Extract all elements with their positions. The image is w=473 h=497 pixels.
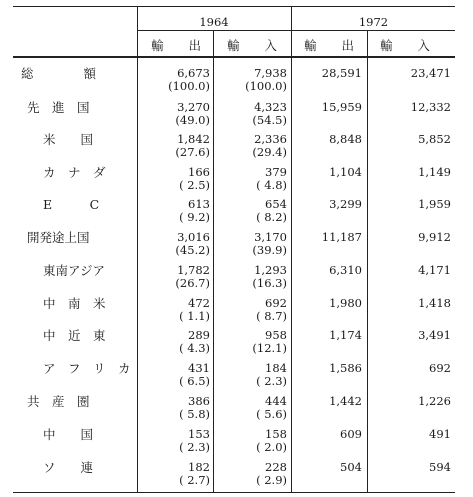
- import-1972-value: 692: [429, 361, 451, 375]
- import-1972-value: 1,149: [418, 165, 451, 179]
- row-label: 米 国: [43, 132, 94, 147]
- export-1964-share: ( 1.1): [179, 309, 210, 323]
- export-1964-share: ( 2.3): [179, 440, 210, 454]
- import-1964-value: 1,293: [254, 263, 287, 277]
- export-1964-share: ( 9.2): [179, 210, 210, 224]
- export-1972-value: 6,310: [329, 263, 362, 277]
- export-1964-share: (27.6): [175, 145, 210, 159]
- import-1972-value: 12,332: [410, 100, 451, 114]
- export-1964-share: (45.2): [175, 243, 210, 257]
- import-1964-value: 184: [265, 361, 287, 375]
- import-1964-share: (16.3): [252, 276, 287, 290]
- bottom-rule: [13, 492, 455, 493]
- export-1972-value: 3,299: [329, 197, 362, 211]
- col-divider-1964: [213, 31, 214, 493]
- import-1972-value: 594: [429, 460, 451, 474]
- import-1964-share: ( 8.7): [256, 309, 287, 323]
- import-1964-share: (39.9): [252, 243, 287, 257]
- export-1972-value: 1,586: [329, 361, 362, 375]
- year-1972-heading: 1972: [358, 15, 389, 29]
- export-heading-1964: 輸 出: [150, 38, 201, 53]
- import-1964-value: 958: [265, 328, 287, 342]
- import-heading-1964: 輸 入: [226, 38, 277, 53]
- import-1964-value: 2,336: [254, 132, 287, 146]
- export-1964-value: 3,270: [177, 100, 210, 114]
- export-1964-share: ( 2.7): [179, 473, 210, 487]
- export-heading-1972: 輸 出: [303, 38, 354, 53]
- export-1964-share: (26.7): [175, 276, 210, 290]
- import-1964-share: ( 5.6): [256, 407, 287, 421]
- import-1964-share: ( 2.0): [256, 440, 287, 454]
- row-label: 中 国: [43, 427, 94, 442]
- import-1964-value: 692: [265, 296, 287, 310]
- import-heading-1972: 輸 入: [379, 38, 430, 53]
- export-1964-value: 1,782: [177, 263, 210, 277]
- row-label: ソ 連: [43, 460, 94, 475]
- import-1964-share: ( 2.3): [256, 374, 287, 388]
- export-1964-value: 153: [188, 427, 210, 441]
- label-column-divider: [137, 6, 138, 493]
- import-1972-value: 9,912: [418, 230, 451, 244]
- export-1964-value: 289: [188, 328, 210, 342]
- import-1964-share: (54.5): [252, 113, 287, 127]
- import-1972-value: 23,471: [410, 66, 451, 80]
- import-1972-value: 5,852: [418, 132, 451, 146]
- export-1972-value: 1,174: [329, 328, 362, 342]
- year-1964-heading: 1964: [199, 15, 229, 29]
- top-rule: [13, 6, 455, 7]
- export-1972-value: 1,442: [329, 394, 362, 408]
- import-1972-value: 1,959: [418, 197, 451, 211]
- export-1972-value: 1,980: [329, 296, 362, 310]
- import-1964-value: 228: [265, 460, 287, 474]
- row-label: カ ナ ダ: [43, 165, 106, 180]
- import-1972-value: 1,418: [418, 296, 451, 310]
- export-1964-share: ( 5.8): [179, 407, 210, 421]
- export-1964-share: ( 4.3): [179, 341, 210, 355]
- row-label: E C: [43, 197, 100, 212]
- row-label: 総 額: [21, 66, 97, 81]
- import-1964-value: 7,938: [254, 66, 287, 80]
- export-1972-value: 609: [340, 427, 362, 441]
- import-1972-value: 3,491: [418, 328, 451, 342]
- export-1964-value: 613: [188, 197, 210, 211]
- export-1964-share: ( 6.5): [179, 374, 210, 388]
- export-1964-value: 1,842: [177, 132, 210, 146]
- col-divider-1972: [367, 31, 368, 493]
- import-1964-share: ( 2.9): [256, 473, 287, 487]
- import-1964-value: 3,170: [254, 230, 287, 244]
- export-1972-value: 11,187: [321, 230, 362, 244]
- import-1972-value: 4,171: [418, 263, 451, 277]
- import-1964-share: ( 8.2): [256, 210, 287, 224]
- import-1964-value: 379: [265, 165, 287, 179]
- export-1964-value: 166: [188, 165, 210, 179]
- year-divider: [137, 30, 455, 31]
- export-1972-value: 15,959: [321, 100, 362, 114]
- export-1964-value: 472: [188, 296, 210, 310]
- import-1964-value: 158: [265, 427, 287, 441]
- export-1972-value: 28,591: [321, 66, 362, 80]
- export-1964-value: 182: [188, 460, 210, 474]
- import-1964-share: ( 4.8): [256, 178, 287, 192]
- row-label: 中 近 東: [43, 328, 106, 343]
- import-1964-share: (12.1): [252, 341, 287, 355]
- row-label: 開発途上国: [27, 230, 90, 245]
- export-1964-value: 6,673: [177, 66, 210, 80]
- row-label: 東南アジア: [43, 263, 106, 278]
- row-label: 中 南 米: [43, 296, 106, 311]
- import-1964-share: (100.0): [245, 79, 287, 93]
- trade-table: [13, 6, 455, 493]
- row-label: ア フ リ カ: [43, 361, 131, 376]
- export-1972-value: 8,848: [329, 132, 362, 146]
- export-1964-share: (100.0): [168, 79, 210, 93]
- header-bottom-rule: [13, 56, 455, 58]
- export-1964-value: 431: [188, 361, 210, 375]
- export-1964-share: ( 2.5): [179, 178, 210, 192]
- import-1972-value: 491: [429, 427, 451, 441]
- import-1964-value: 4,323: [254, 100, 287, 114]
- import-1964-value: 444: [265, 394, 287, 408]
- import-1964-value: 654: [265, 197, 287, 211]
- year-column-divider: [291, 6, 292, 493]
- import-1972-value: 1,226: [418, 394, 451, 408]
- export-1972-value: 1,104: [329, 165, 362, 179]
- export-1972-value: 504: [340, 460, 362, 474]
- export-1964-value: 386: [188, 394, 210, 408]
- row-label: 共 産 圏: [27, 394, 90, 409]
- import-1964-share: (29.4): [252, 145, 287, 159]
- row-label: 先 進 国: [27, 100, 90, 115]
- export-1964-value: 3,016: [177, 230, 210, 244]
- export-1964-share: (49.0): [175, 113, 210, 127]
